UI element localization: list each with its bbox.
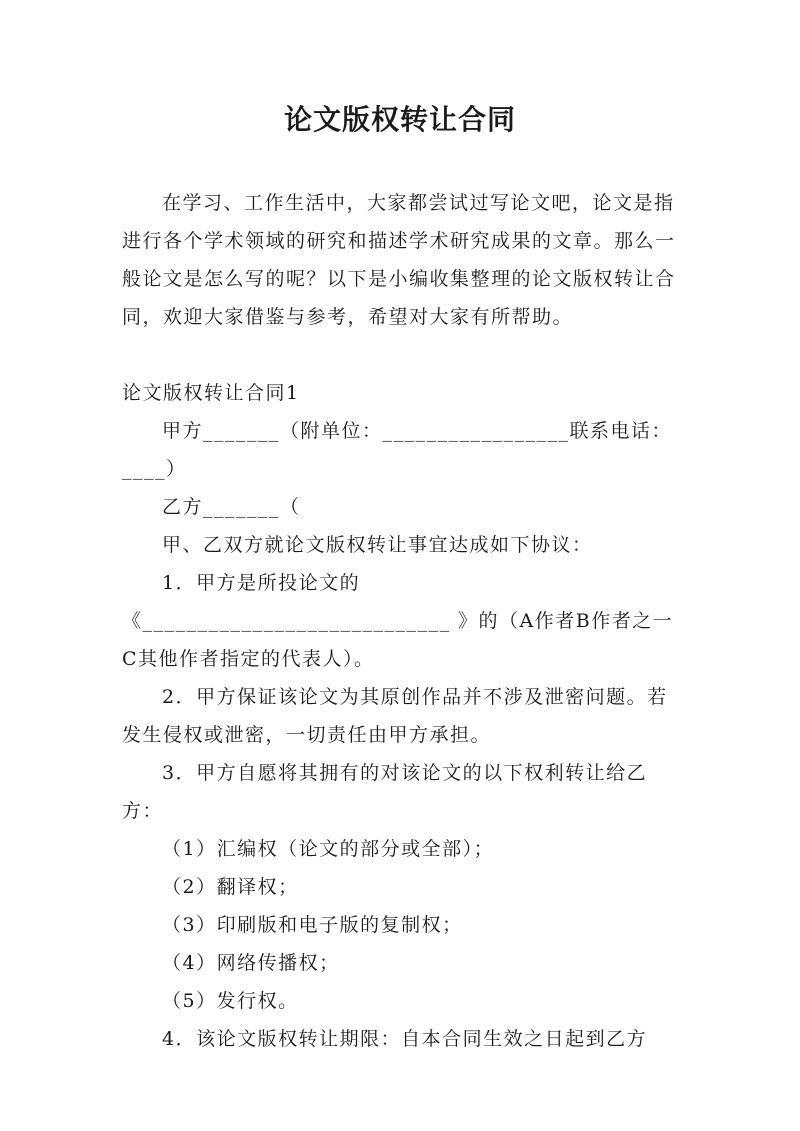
party-b-line: 乙方_______（ xyxy=(162,496,301,518)
clause-3: 3．甲方自愿将其拥有的对该论文的以下权利转让给乙方： xyxy=(122,762,648,822)
agreement-line: 甲、乙双方就论文版权转让事宜达成如下协议： xyxy=(162,534,593,556)
clause-1: 1．甲方是所投论文的《____________________________ 》的（A作者B作者之一C其他作者指定的代表人）。 xyxy=(122,572,674,670)
right-item: （2）翻译权； xyxy=(162,876,299,898)
paragraph-gap xyxy=(122,336,682,374)
document-body xyxy=(122,184,682,1058)
right-item: （4）网络传播权； xyxy=(162,952,340,974)
section-heading: 论文版权转让合同1 xyxy=(122,382,300,404)
clause-2: 2．甲方保证该论文为其原创作品并不涉及泄密问题。若发生侵权或泄密，一切责任由甲方承担。 xyxy=(122,686,668,746)
right-item: （1）汇编权（论文的部分或全部）； xyxy=(162,838,495,860)
right-item: （5）发行权。 xyxy=(162,990,299,1012)
intro-paragraph: 在学习、工作生活中，大家都尝试过写论文吧，论文是指进行各个学术领域的研究和描述学术研究成果的文章。那么一般论文是怎么写的呢？以下是小编收集整理的论文版权转让合同，欢迎大家借鉴与参考，希望对大家有所帮助。 xyxy=(122,192,676,328)
right-item: （3）印刷版和电子版的复制权； xyxy=(162,914,463,936)
clause-4: 4．该论文版权转让期限：自本合同生效之日起到乙方 xyxy=(162,1028,648,1050)
party-a-line: 甲方_______（附单位：_________________联系电话：____） xyxy=(122,420,673,480)
document-title: 论文版权转让合同 xyxy=(283,103,516,136)
